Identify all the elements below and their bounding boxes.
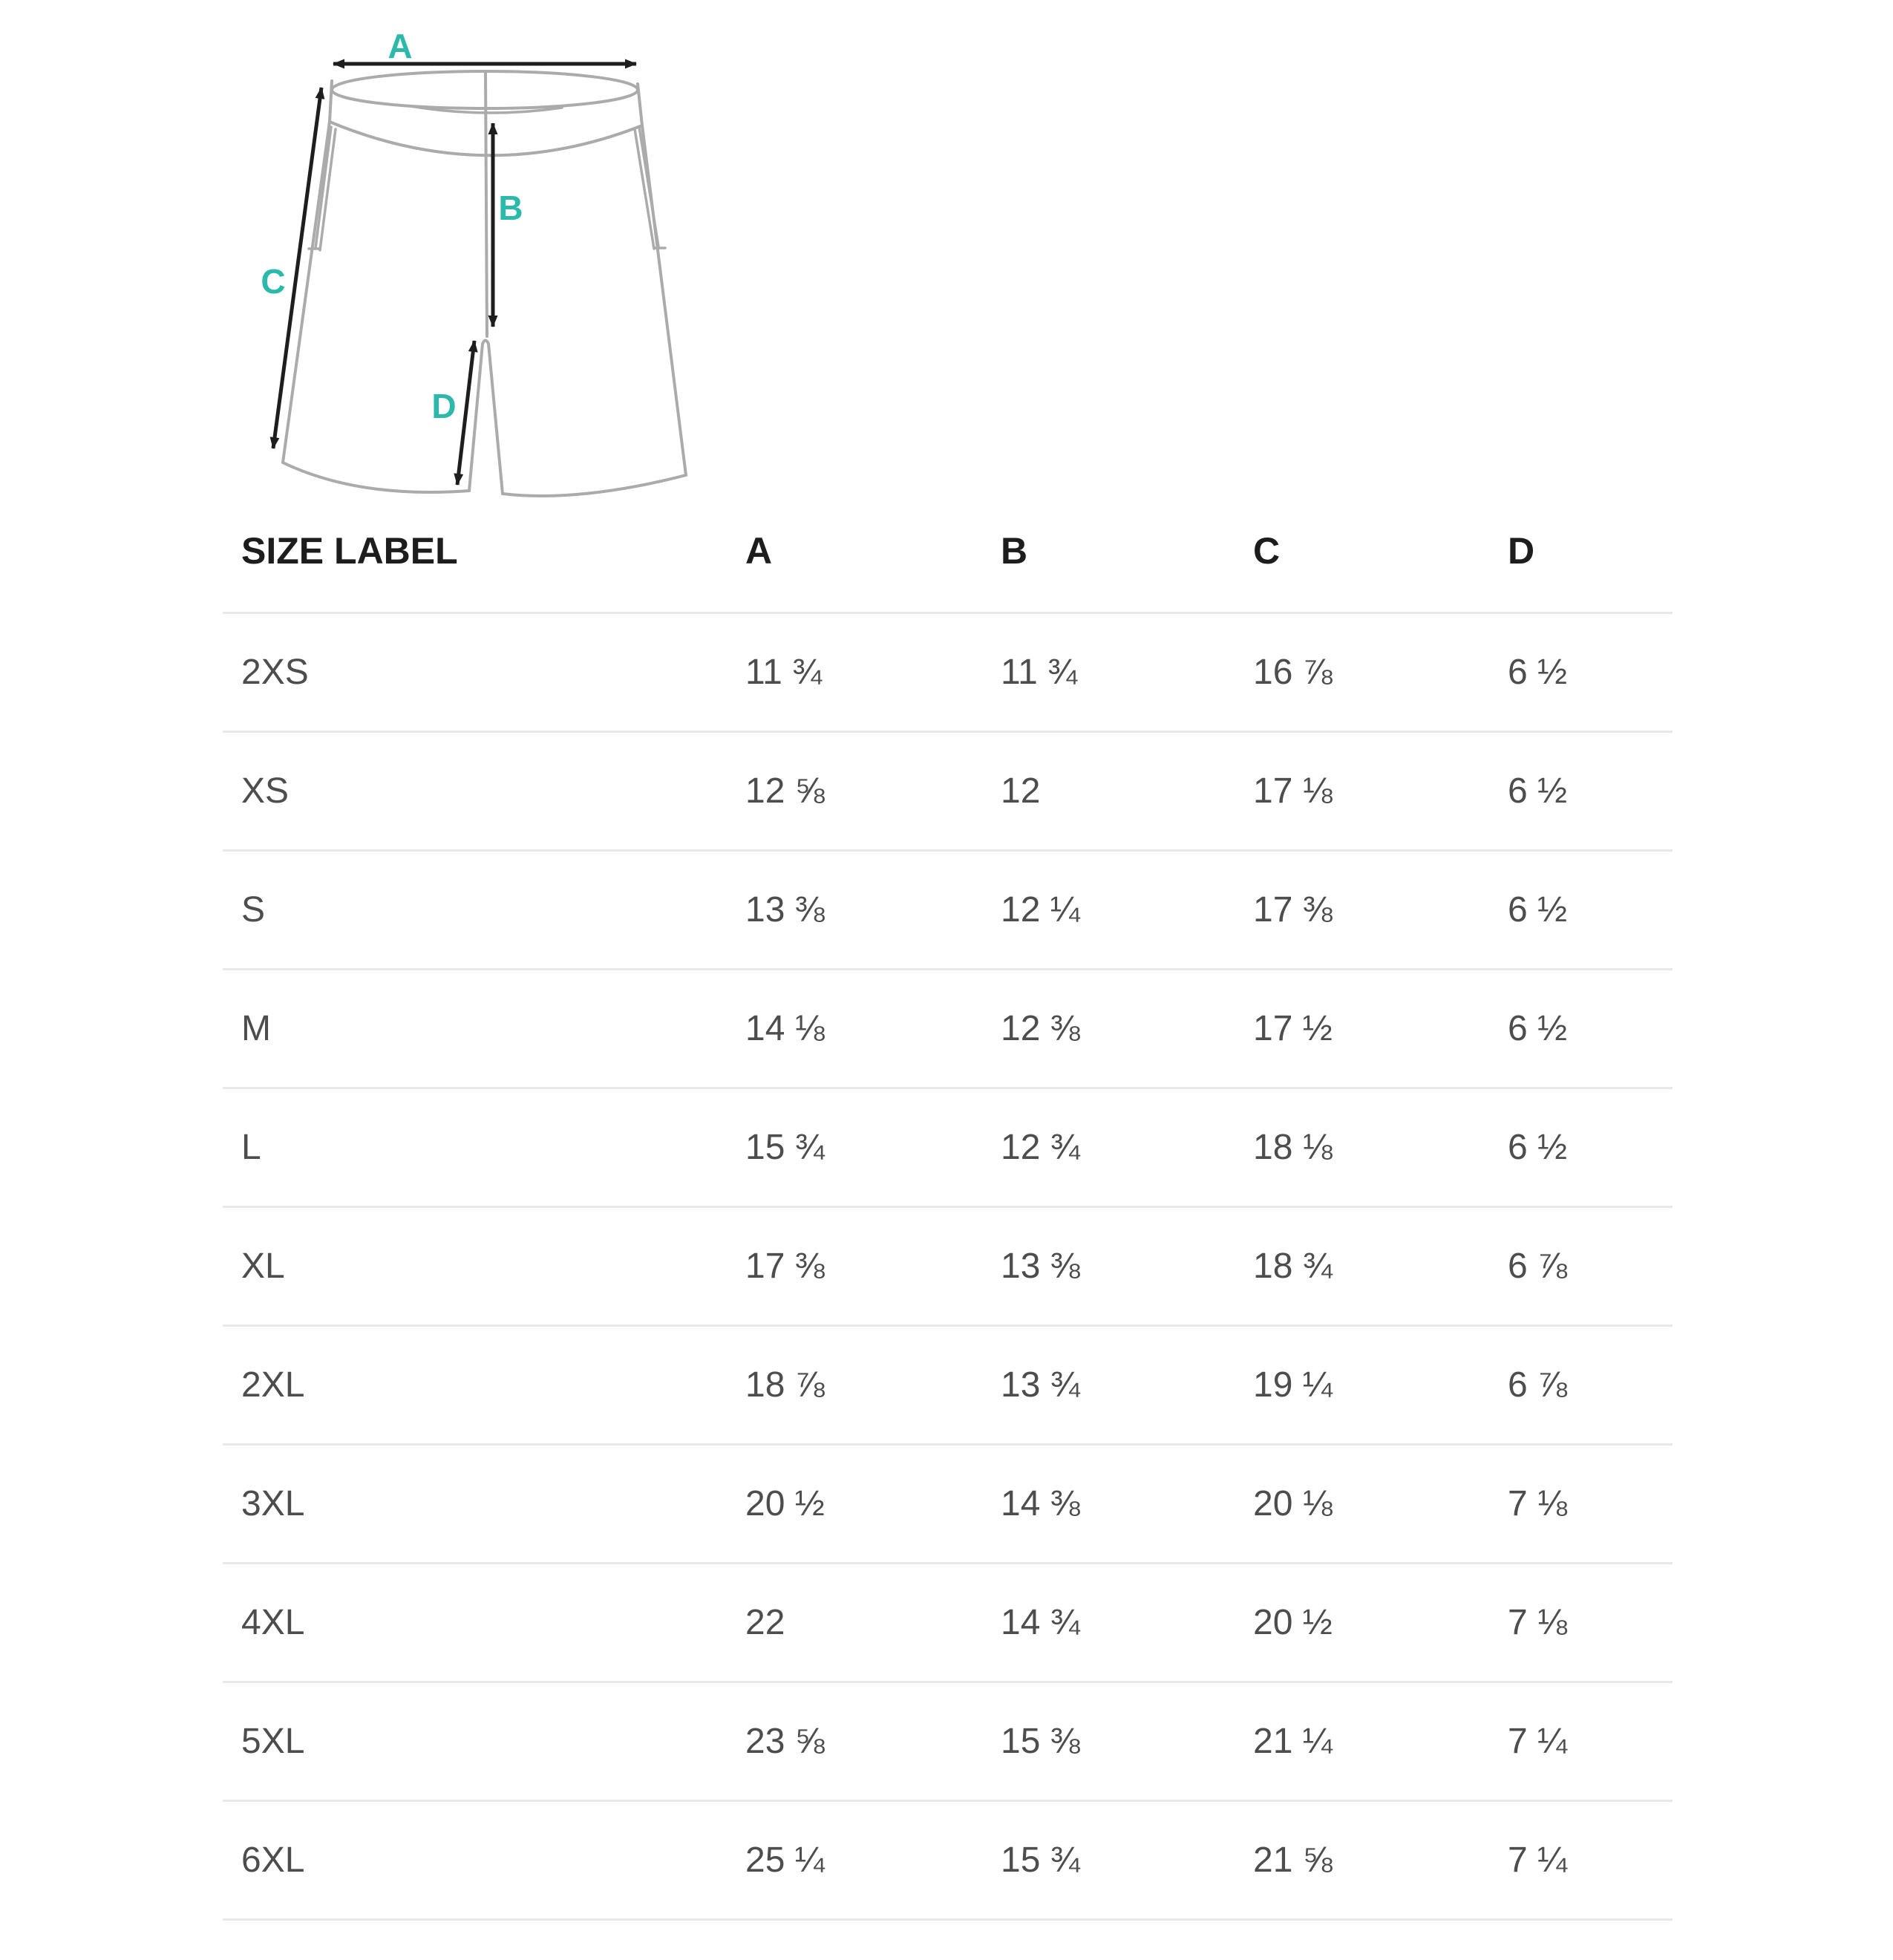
table-row [223, 851, 1673, 970]
measurement-cell: 12 ⅜ [982, 970, 1235, 1088]
measurement-cell: 18 ¾ [1235, 1207, 1489, 1326]
measurement-cell: 13 ⅜ [727, 851, 982, 970]
table-row [223, 1445, 1673, 1564]
measurement-cell: 23 ⅝ [727, 1682, 982, 1801]
measurement-cell: 14 ⅜ [982, 1445, 1235, 1564]
table-row [223, 1088, 1673, 1207]
table-row [223, 1564, 1673, 1682]
shorts-outline [283, 71, 686, 496]
shorts-diagram [245, 26, 698, 505]
size-label-cell: 6XL [223, 1801, 727, 1920]
size-label-cell: L [223, 1088, 727, 1207]
measurement-cell: 12 ¼ [982, 851, 1235, 970]
measurement-cell: 7 ⅛ [1489, 1445, 1673, 1564]
measurement-cell: 17 ½ [1235, 970, 1489, 1088]
measurement-cell: 17 ⅜ [727, 1207, 982, 1326]
size-label-cell: 5XL [223, 1682, 727, 1801]
header-a: A [727, 490, 982, 613]
measurement-cell: 19 ¼ [1235, 1326, 1489, 1445]
header-b: B [982, 490, 1235, 613]
header-c: C [1235, 490, 1489, 613]
measurement-cell: 14 ¾ [982, 1564, 1235, 1682]
measure-label-d: D [431, 387, 457, 425]
measurement-cell: 12 [982, 732, 1235, 851]
measurement-cell: 22 [727, 1564, 982, 1682]
measurement-cell: 6 ½ [1489, 970, 1673, 1088]
right-pocket-line [635, 127, 665, 249]
measurement-cell: 7 ⅛ [1489, 1564, 1673, 1682]
table-row [223, 1207, 1673, 1326]
measure-label-c: C [261, 262, 286, 301]
measurement-cell: 6 ⅞ [1489, 1326, 1673, 1445]
size-label-cell: 2XS [223, 613, 727, 732]
measurement-cell: 15 ¾ [982, 1801, 1235, 1920]
measurement-cell: 13 ⅜ [982, 1207, 1235, 1326]
measurement-cell: 11 ¾ [982, 613, 1235, 732]
measurement-cell: 6 ½ [1489, 851, 1673, 970]
size-label-cell: XS [223, 732, 727, 851]
measurement-cell: 20 ½ [1235, 1564, 1489, 1682]
measurement-cell: 18 ⅞ [727, 1326, 982, 1445]
measurement-cell: 25 ¼ [727, 1801, 982, 1920]
crotch-split [469, 341, 503, 494]
table-row [223, 732, 1673, 851]
center-fly-line [485, 71, 487, 336]
measurement-cell: 15 ¾ [727, 1088, 982, 1207]
left-side-seam [283, 81, 332, 463]
measurement-cell: 17 ⅛ [1235, 732, 1489, 851]
table-row [223, 1682, 1673, 1801]
measurement-cell: 6 ½ [1489, 1088, 1673, 1207]
measure-label-a: A [388, 27, 413, 65]
table-row [223, 1326, 1673, 1445]
measurement-cell: 7 ¼ [1489, 1682, 1673, 1801]
measurement-cell: 21 ¼ [1235, 1682, 1489, 1801]
left-leg-hem [283, 463, 469, 492]
measure-label-b: B [498, 189, 523, 227]
measurement-cell: 7 ¼ [1489, 1801, 1673, 1920]
right-side-seam [638, 84, 686, 475]
size-label-cell: 4XL [223, 1564, 727, 1682]
measurement-cell: 6 ⅞ [1489, 1207, 1673, 1326]
measurement-cell: 16 ⅞ [1235, 613, 1489, 732]
size-chart-table [223, 490, 1673, 1921]
measurement-cell: 6 ½ [1489, 732, 1673, 851]
measurement-cell: 20 ⅛ [1235, 1445, 1489, 1564]
size-label-cell: M [223, 970, 727, 1088]
measurement-cell: 17 ⅜ [1235, 851, 1489, 970]
header-row [223, 490, 1673, 613]
measurement-cell: 12 ¾ [982, 1088, 1235, 1207]
measurement-cell: 20 ½ [727, 1445, 982, 1564]
measurement-cell: 13 ¾ [982, 1326, 1235, 1445]
size-label-cell: XL [223, 1207, 727, 1326]
measurement-cell: 15 ⅜ [982, 1682, 1235, 1801]
header-size-label: SIZE LABEL [223, 490, 727, 613]
size-label-cell: 2XL [223, 1326, 727, 1445]
table-row [223, 970, 1673, 1088]
measurement-cell: 21 ⅝ [1235, 1801, 1489, 1920]
table-row [223, 613, 1673, 732]
table-row [223, 1801, 1673, 1920]
size-label-cell: 3XL [223, 1445, 727, 1564]
measurement-cell: 18 ⅛ [1235, 1088, 1489, 1207]
size-label-cell: S [223, 851, 727, 970]
measurement-cell: 11 ¾ [727, 613, 982, 732]
header-d: D [1489, 490, 1673, 613]
measurement-cell: 6 ½ [1489, 613, 1673, 732]
measurement-cell: 12 ⅝ [727, 732, 982, 851]
measurement-cell: 14 ⅛ [727, 970, 982, 1088]
